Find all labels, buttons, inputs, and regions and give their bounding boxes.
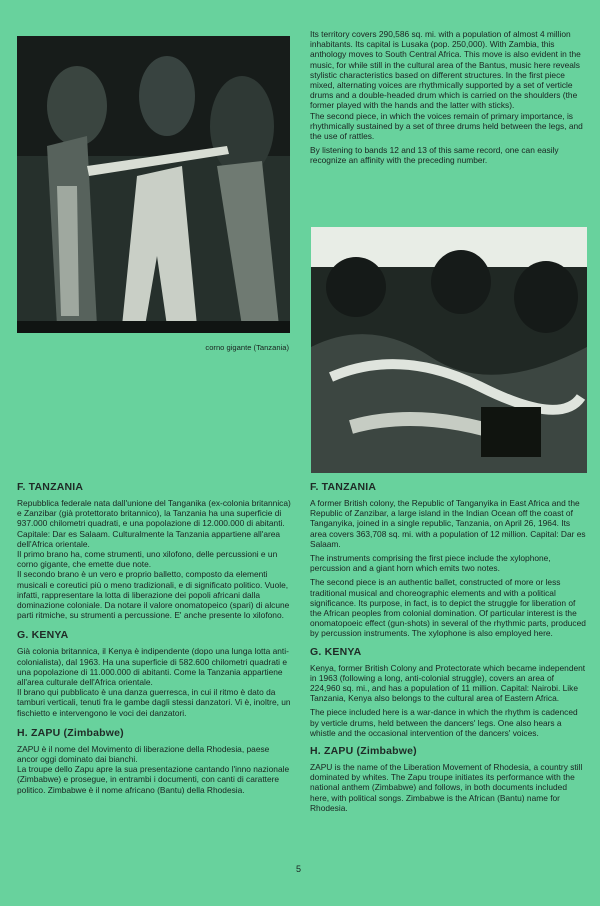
- italian-column: [17, 481, 291, 795]
- paragraph: Kenya, former British Colony and Protectorate which became independent in 1963 (following a long, anti-colonial struggle), covers an area of 224,960 sq. mi., and has a population of 11 million. Capital: Nairobi. Like Tanzania, Kenya also belongs to the cultural area of Eastern Africa.: [310, 662, 586, 704]
- paragraph: Il brano qui pubblicato è una danza guerresca, in cui il ritmo è dato da tamburi verticali, tenuti fra le gambe dagli stessi danzatori. Vi è, inoltre, un fischietto e intervengono le voci dei danzatori.: [17, 687, 291, 718]
- zambia-continued-text: [310, 29, 586, 166]
- heading-kenya-en: G. KENYA: [310, 645, 362, 658]
- intro-paragraph: By listening to bands 12 and 13 of this same record, one can easily recognize an affinity with the preceding number.: [310, 145, 559, 166]
- heading-tanzania-en: F. TANZANIA: [310, 481, 377, 493]
- intro-paragraph: The second piece, in which the voices remain of primary importance, is rhythmically sustained by a set of three drums held between the legs, and the use of rattles.: [310, 110, 583, 142]
- paragraph: The second piece is an authentic ballet, constructed of more or less traditional musical and choreographic elements and with a political significance. Its purpose, in fact, is to depict the struggle for liberation of the African peoples from colonial domination. Of particular interest is the onomatopoeic effect (gun-shots) in several of the rhythmic parts, produced by percussion instruments. The xylophone is also employed here.: [310, 577, 586, 639]
- heading-kenya-it: G. KENYA: [17, 629, 69, 642]
- heading-tanzania-it: F. TANZANIA: [17, 481, 84, 493]
- paragraph: Il primo brano ha, come strumenti, uno xilofono, delle percussioni e un corno gigante, che emette due note.: [17, 549, 278, 570]
- photo-drummers: [311, 227, 587, 473]
- paragraph: The piece included here is a war-dance in which the rhythm is cadenced by verticle drums, held between the dancers' legs. One also hears a whistle and the occasional intervention of the dancers' voices.: [310, 707, 578, 738]
- paragraph: La troupe dello Zapu apre la sua presentazione cantando l'inno nazionale (Zimbabwe) e prosegue, in entrambi i documenti, con canti di carattere politico. Zimbabwe è il nome africano (Bantu) della Rhodesia.: [17, 764, 290, 795]
- page-number: 5: [296, 864, 302, 874]
- paragraph: Il secondo brano è un vero e proprio balletto, composto da elementi musicali e coreutici più o meno tradizionali, e di significato politico. Vuole, infatti, rappresentare la lotta di liberazione dei popoli africani dalla dominazione coloniale. Da notare il valore onomatopeico (spari) di alcune parti ritmiche, su strumenti a percussione. E' anche presente lo xilofono.: [17, 569, 290, 621]
- intro-paragraph: Its territory covers 290,586 sq. mi. with a population of almost 4 million inhabitants. Its capital is Lusaka (pop. 250,000). With Zambia, this anthology moves to South Central Africa. This move is also evident in the music, for while still in the cultural area of the Bantus, music here reveals stylistic characteristics based on different structures. In the first piece mixed, alternating voices are rhythmically supported by a set of verticle drums and a double-headed drum which is carried on the shoulders (the former played with the hands and the latter with sticks).: [310, 29, 581, 111]
- paragraph: A former British colony, the Republic of Tanganyika in East Africa and the Republic of Zanzibar, a large island in the Indian Ocean off the coast of Tanganyika, joined in a single republic, Tanzania, on April 26, 1964. Its area covers 363,708 sq. mi. with a population of 12 million. Capital: Dar es Salaam.: [310, 498, 586, 549]
- english-column: [310, 481, 586, 813]
- photo-giant-horn-dancers: [17, 36, 290, 333]
- paragraph: Repubblica federale nata dall'unione del Tanganika (ex-colonia britannica) e Zanzibar (già protettorato britannico), la Tanzania ha una superficie di 937.000 chilometri quadrati, e una popolazione di 12.000.000 di abitanti. Capitale: Dar es Salaam. Culturalmente la Tanzania appartiene all'area dell'Africa orientale.: [17, 498, 291, 549]
- paragraph: The instruments comprising the first piece include the xylophone, percussion and a giant horn which emits two notes.: [310, 553, 551, 574]
- paragraph: Già colonia britannica, il Kenya è indipendente (dopo una lunga lotta anti-colonialista), dal 1963. Ha una superficie di 582.600 chilometri quadrati e una popolazione di 11.000.000 di abitanti. Come la Tanzania appartiene all'area culturale dell'Africa orientale.: [17, 646, 289, 688]
- heading-zapu-en: H. ZAPU (Zimbabwe): [310, 745, 417, 758]
- photo-caption: corno gigante (Tanzania): [205, 343, 289, 352]
- paragraph: ZAPU is the name of the Liberation Movement of Rhodesia, a country still dominated by whites. The Zapu troupe initiates its performance with the national anthem (Zimbabwe) and follows, in both documents included here, with political songs. Zimbabwe is the African (Bantu) name for Rhodesia.: [310, 762, 583, 813]
- paragraph: ZAPU è il nome del Movimento di liberazione della Rhodesia, paese ancor oggi dominato dai bianchi.: [17, 743, 270, 765]
- heading-zapu-it: H. ZAPU (Zimbabwe): [17, 726, 124, 739]
